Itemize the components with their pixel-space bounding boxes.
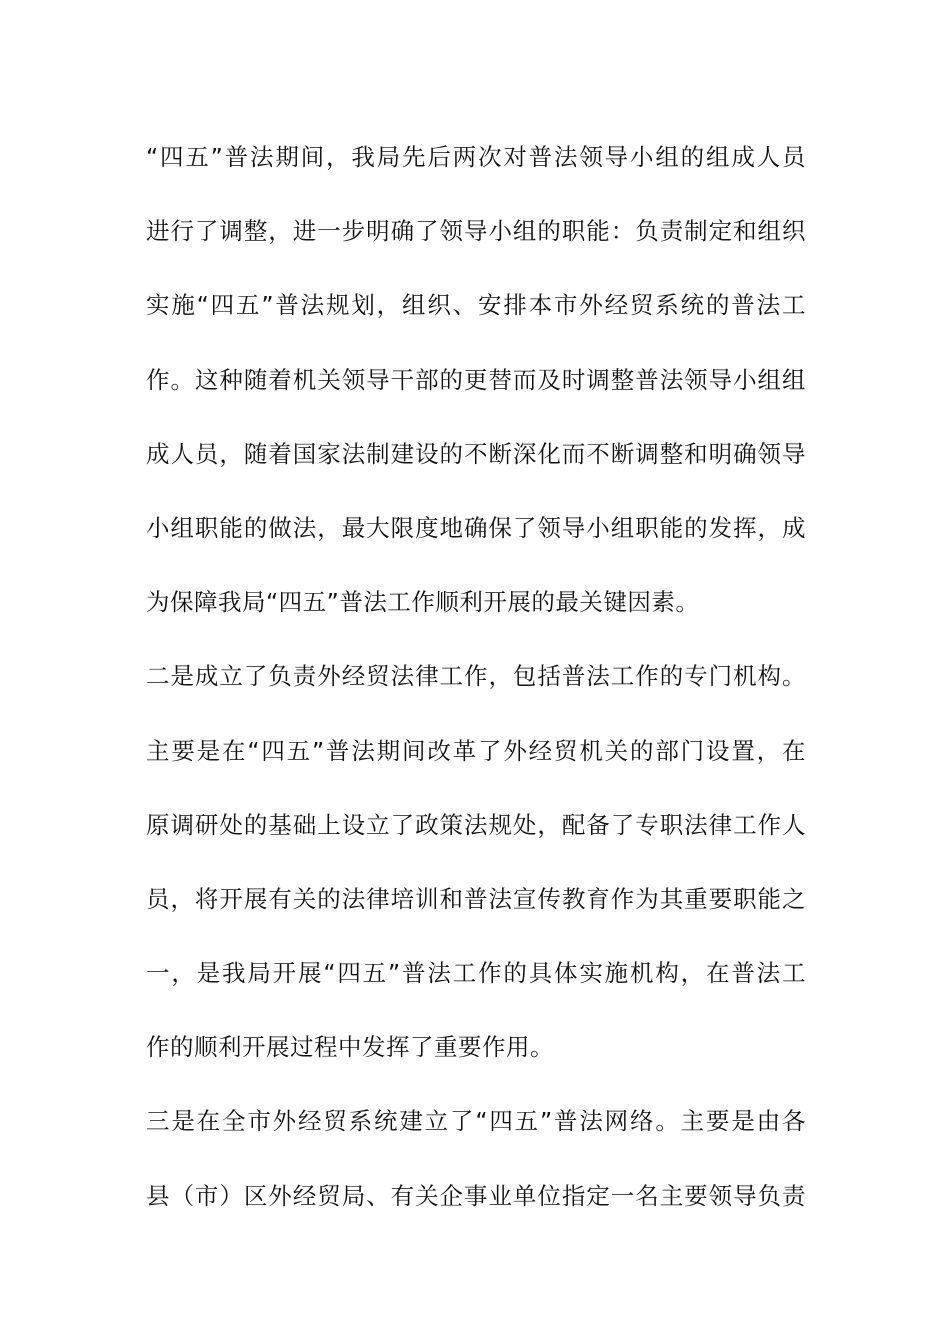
text-line-12: 一，是我局开展“四五”普法工作的具体实施机构，在普法工 [146,959,806,988]
text-line-15: 县（市）区外经贸局、有关企事业单位指定一名主要领导负责 [146,1181,806,1210]
text-line-7: 为保障我局“四五”普法工作顺利开展的最关键因素。 [146,588,700,617]
text-line-5: 成人员，随着国家法制建设的不断深化而不断调整和明确领导 [146,439,806,468]
text-line-11: 员，将开展有关的法律培训和普法宣传教育作为其重要职能之 [146,884,806,913]
text-line-2: 进行了调整，进一步明确了领导小组的职能：负责制定和组织 [146,217,806,246]
text-line-4: 作。这种随着机关领导干部的更替而及时调整普法领导小组组 [146,365,806,394]
body-text [146,128,806,1241]
text-line-14: 三是在全市外经贸系统建立了“四五”普法网络。主要是由各 [146,1107,806,1136]
text-line-10: 原调研处的基础上设立了政策法规处，配备了专职法律工作人 [146,810,806,839]
text-line-13: 作的顺利开展过程中发挥了重要作用。 [146,1033,554,1062]
text-line-3: 实施“四五”普法规划，组织、安排本市外经贸系统的普法工 [146,291,806,320]
text-line-8: 二是成立了负责外经贸法律工作，包括普法工作的专门机构。 [146,662,806,691]
text-line-9: 主要是在“四五”普法期间改革了外经贸机关的部门设置，在 [146,736,806,765]
text-line-6: 小组职能的做法，最大限度地确保了领导小组职能的发挥，成 [146,513,806,542]
text-line-1: “四五”普法期间，我局先后两次对普法领导小组的组成人员 [146,143,806,171]
